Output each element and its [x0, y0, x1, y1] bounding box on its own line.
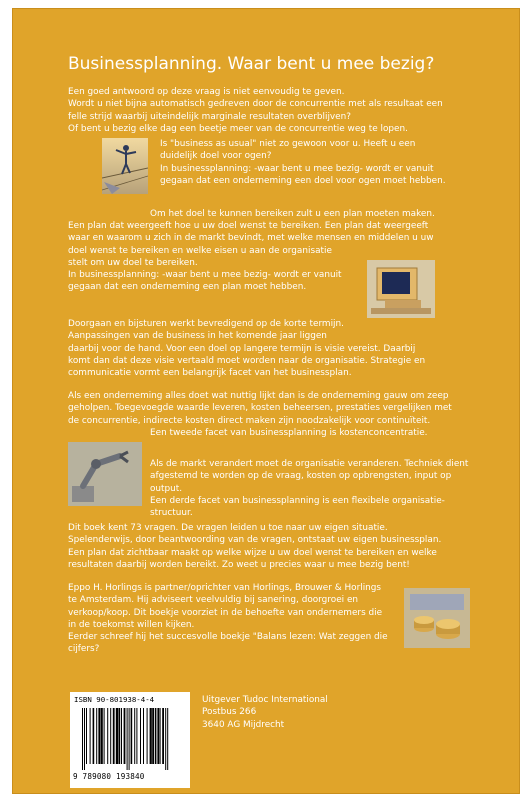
- text-line: output.: [150, 483, 183, 494]
- text-line: verkoop/koop. Dit boekje voorziet in de behoefte van ondernemers die: [68, 607, 383, 618]
- coins-photo: [404, 588, 470, 648]
- cost-paragraph: [68, 390, 452, 427]
- text-line: felle strijd waarbij uiteindelijk marginale resultaten overblijven?: [68, 111, 351, 122]
- text-line: waar en waarom u zich in de markt bevindt, met welke mensen en middelen u uw: [68, 233, 434, 244]
- text-line: 3640 AG Mijdrecht: [202, 719, 285, 730]
- strategy-paragraph: [68, 318, 425, 379]
- text-line: communicatie vormt een belangrijk facet van het businessplan.: [68, 368, 352, 379]
- text-line: komt dan dat deze visie vertaald moet worden naar de organisatie. Strategie en: [68, 355, 426, 366]
- barcode-bar: [104, 708, 105, 764]
- barcode-bar: [136, 708, 137, 764]
- barcode-bar: [98, 708, 100, 764]
- text-line: Eppo H. Horlings is partner/oprichter van Horlings, Brouwer & Horlings: [68, 583, 382, 593]
- barcode-bar: [167, 708, 168, 770]
- barcode-bar: [101, 708, 103, 764]
- text-line: daarbij voor de hand. Voor een doel op langere termijn is visie vereist. Daarbij: [68, 343, 416, 354]
- barcode-bar: [107, 708, 108, 764]
- barcode-bar: [82, 708, 83, 770]
- barcode-bar: [121, 708, 122, 764]
- text-line: geholpen. Toegevoegde waarde leveren, kosten beheersen, prestaties vergelijken met: [68, 403, 452, 414]
- text-line: Een goed antwoord op deze vraag is niet eenvoudig te geven.: [68, 87, 345, 97]
- text-line: in de toekomst willen kijken.: [68, 619, 195, 630]
- text-line: afgestemd te worden op de vraag, kosten op opbrengsten, input op: [150, 471, 452, 482]
- tightrope-walker-photo: [102, 138, 148, 194]
- text-line: gegaan dat een onderneming een doel voor ogen moet hebben.: [160, 175, 446, 186]
- text-line: Wordt u niet bijna automatisch gedreven door de concurrentie met als resultaat een: [68, 99, 443, 110]
- text-line: Een tweede facet van businessplanning is kostenconcentratie.: [150, 428, 428, 438]
- text-line: de concurrentie, indirecte kosten direct maken zijn noodzakelijk voor continuïteit.: [68, 415, 431, 426]
- barcode-bar: [131, 708, 133, 764]
- text-line: gegaan dat een onderneming een plan moet hebben.: [68, 282, 307, 293]
- barcode-bar: [93, 708, 95, 764]
- computer-photo: [367, 260, 435, 318]
- barcode-bar: [162, 708, 164, 764]
- barcode-bar: [129, 708, 130, 770]
- text-line: cijfers?: [68, 644, 100, 655]
- barcode-bar: [96, 708, 97, 764]
- text-line: Uitgever Tudoc International: [202, 695, 328, 705]
- goal-paragraph: [160, 138, 446, 187]
- organisation-paragraph: [150, 458, 468, 519]
- text-line: Doorgaan en bijsturen werkt bevredigend op de korte termijn.: [68, 319, 344, 329]
- cover-title: Businessplanning. Waar bent u mee bezig?: [68, 54, 435, 74]
- intro-paragraph: [68, 86, 443, 135]
- text-line: Om het doel te kunnen bereiken zult u een plan moeten maken.: [150, 209, 435, 219]
- text-line: Spelenderwijs, door beantwoording van de vragen, ontstaat uw eigen businessplan.: [68, 535, 442, 546]
- text-line: Dit boek kent 73 vragen. De vragen leiden u toe naar uw eigen situatie.: [68, 523, 388, 533]
- barcode-bar: [150, 708, 152, 764]
- text-line: Een plan dat weergeeft hoe u uw doel wenst te bereiken. Een plan dat weergeeft: [68, 221, 429, 231]
- barcode-bar: [124, 708, 126, 764]
- barcode-bar: [118, 708, 120, 764]
- text-line: Postbus 266: [202, 707, 257, 718]
- barcode-bar: [90, 708, 91, 764]
- barcode-bar: [84, 708, 85, 770]
- cost-facet-line: [150, 427, 428, 439]
- book-paragraph: [68, 522, 441, 571]
- text-line: te Amsterdam. Hij adviseert veelvuldig bij sanering, doorgroei en: [68, 595, 359, 606]
- text-line: Of bent u bezig elke dag een beetje meer van de concurrentie weg te lopen.: [68, 123, 408, 134]
- text-line: stelt om uw doel te bereiken.: [68, 257, 198, 268]
- barcode-bar: [86, 708, 87, 764]
- text-line: resultaten daarbij worden bereikt. Zo weet u precies waar u mee bezig bent!: [68, 559, 410, 570]
- text-line: Als de markt verandert moet de organisatie veranderen. Techniek dient: [150, 459, 469, 469]
- barcode-bar: [152, 708, 154, 764]
- text-line: In businessplanning: -waar bent u mee bezig- wordt er vanuit: [160, 163, 434, 174]
- text-line: doel wenst te bereiken en welke eisen u aan de organisatie: [68, 245, 332, 256]
- plan-intro-line: [150, 208, 435, 220]
- book-back-cover: [12, 8, 520, 794]
- isbn-label: ISBN 90-801938-4-4: [74, 695, 155, 704]
- text-line: Is "business as usual" niet zo gewoon voor u. Heeft u een: [160, 139, 416, 149]
- barcode-bar: [157, 708, 159, 764]
- text-line: In businessplanning: -waar bent u mee bezig- wordt er vanuit: [68, 270, 342, 281]
- text-line: Als een onderneming alles doet wat nuttig lijkt dan is de onderneming gauw om zeep: [68, 391, 449, 401]
- robot-arm-photo: [68, 442, 142, 506]
- barcode-bar: [143, 708, 144, 764]
- text-line: Een plan dat zichtbaar maakt op welke wijze u uw doel wenst te bereiken en welke: [68, 547, 437, 558]
- text-line: Een derde facet van businessplanning is een flexibele organisatie-: [150, 495, 445, 506]
- text-line: duidelijk doel voor ogen?: [160, 151, 272, 162]
- text-line: Eerder schreef hij het succesvolle boekje "Balans lezen: Wat zeggen die: [68, 632, 388, 643]
- barcode-bar: [127, 708, 128, 770]
- barcode-bar: [134, 708, 135, 764]
- barcode-bar: [155, 708, 157, 764]
- barcode-bar: [140, 708, 141, 764]
- barcode: [80, 708, 180, 772]
- publisher-address: [202, 694, 328, 731]
- barcode-bar: [113, 708, 115, 764]
- barcode-number: 9 789080 193840: [73, 772, 145, 781]
- text-line: structuur.: [150, 508, 193, 519]
- isbn-barcode-block: [70, 692, 190, 788]
- barcode-bar: [160, 708, 161, 764]
- text-line: Aanpassingen van de business in het komende jaar liggen: [68, 331, 327, 342]
- barcode-bar: [165, 708, 166, 770]
- barcode-bar: [116, 708, 118, 764]
- author-paragraph: [68, 582, 388, 656]
- barcode-bar: [110, 708, 111, 764]
- barcode-bar: [147, 708, 148, 764]
